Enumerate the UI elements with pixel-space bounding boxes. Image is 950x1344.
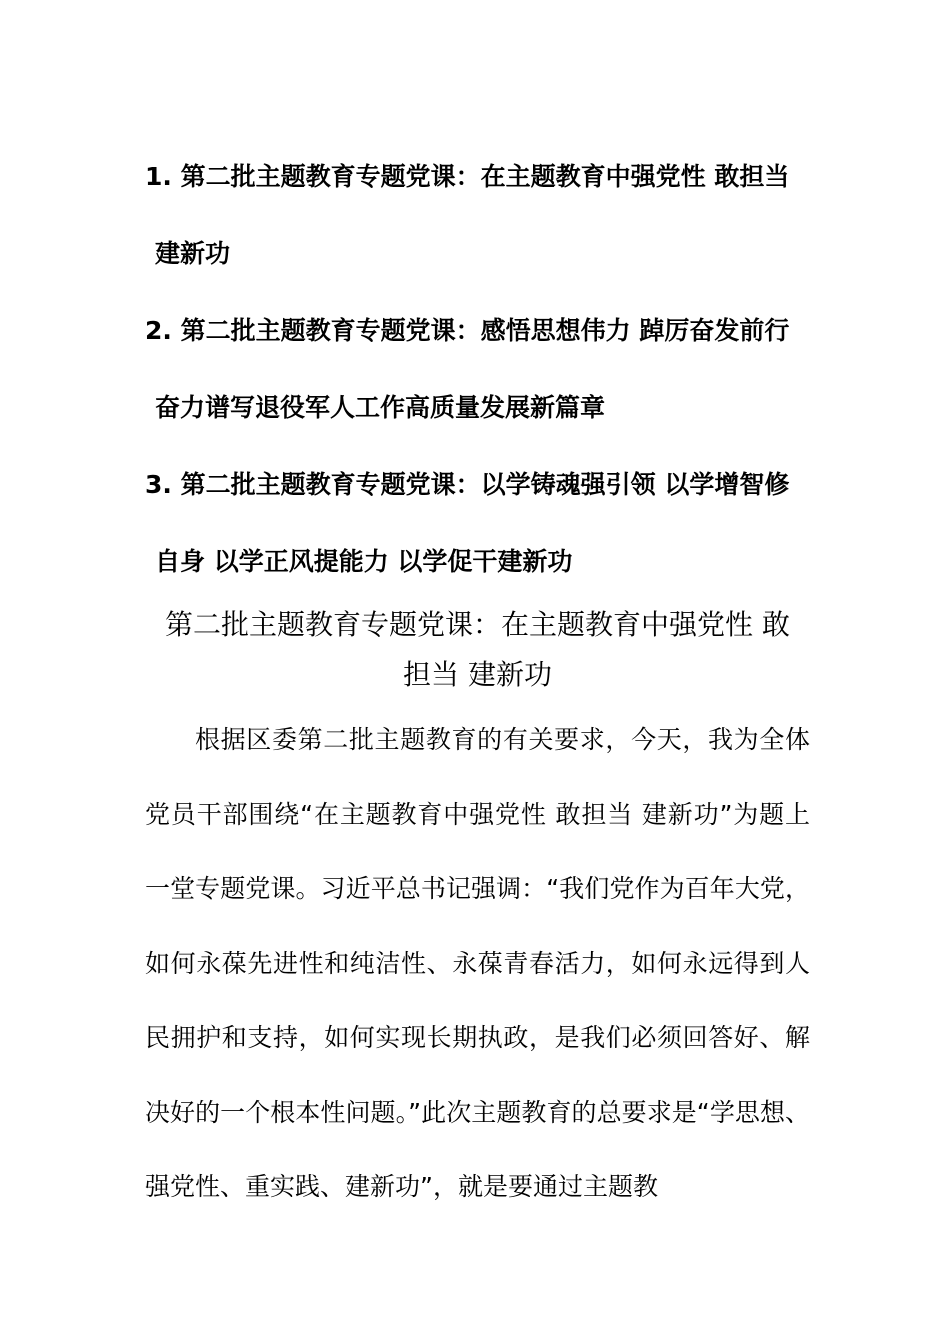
toc-item-title-line1: 第二批主题教育专题党课：感悟思想伟力 踔厉奋发前行 xyxy=(180,316,790,345)
toc-item-title-line2: 自身 以学正风提能力 以学促干建新功 xyxy=(155,547,573,576)
toc-item-title-line1: 第二批主题教育专题党课：以学铸魂强引领 以学增智修 xyxy=(180,470,790,499)
toc-item-number: 3. xyxy=(145,470,172,499)
document-title-line2: 担当 建新功 xyxy=(403,658,552,691)
toc-item-number: 2. xyxy=(145,316,172,345)
document-body-paragraph: 根据区委第二批主题教育的有关要求，今天，我为全体党员干部围绕“在主题教育中强党性 敢担当 建新功”为题上一堂专题党课。习近平总书记强调：“我们党作为百年大党，如何永葆先进性和纯洁性、永葆青春活力，如何永远得到人民拥护和支持，如何实现长期执政，是我们必须回答好、解决好的一个根本性问题。”此次主题教育的总要求是“学思想、强党性、重实践、建新功”，就是要通过主题教 xyxy=(145,725,810,1201)
document-title-line1: 第二批主题教育专题党课：在主题教育中强党性 敢 xyxy=(165,608,790,641)
toc-item-3[interactable] xyxy=(145,446,810,600)
document-title xyxy=(145,600,810,700)
table-of-contents xyxy=(145,138,810,600)
toc-item-2[interactable] xyxy=(145,292,810,446)
toc-item-number: 1. xyxy=(145,162,172,191)
toc-item-title-line2: 建新功 xyxy=(155,239,231,268)
toc-item-1[interactable] xyxy=(145,138,810,292)
toc-item-title-line1: 第二批主题教育专题党课：在主题教育中强党性 敢担当 xyxy=(180,162,790,191)
toc-item-title-line2: 奋力谱写退役军人工作高质量发展新篇章 xyxy=(155,393,606,422)
